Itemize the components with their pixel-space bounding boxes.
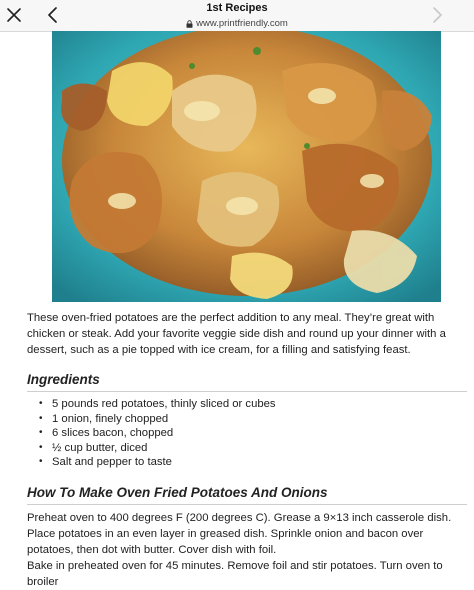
recipe-photo xyxy=(52,31,441,302)
lock-icon xyxy=(186,20,193,28)
direction-step: Bake in preheated oven for 45 minutes. Remove foil and stir potatoes. Turn oven to broiler xyxy=(27,560,443,588)
article-intro xyxy=(27,310,467,358)
list-item: • Salt and pepper to taste xyxy=(52,455,474,470)
directions xyxy=(27,510,467,590)
chevron-right-icon[interactable] xyxy=(430,6,444,24)
url-text: www.printfriendly.com xyxy=(196,18,288,29)
intro-paragraph: These oven-fried potatoes are the perfect addition to any meal. They’re great with chicken or steak. Add your favorite veggie side dish and round up your dinner with a dessert, such as a pie topped with ice cream, for a filling and satisfying feast. xyxy=(27,312,446,356)
direction-step: Preheat oven to 400 degrees F (200 degrees C). Grease a 9×13 inch casserole dish. xyxy=(27,512,452,524)
page-title-area xyxy=(0,2,474,33)
ingredients-heading: Ingredients xyxy=(27,372,467,392)
list-item: • ½ cup butter, diced xyxy=(52,441,474,456)
browser-toolbar xyxy=(0,0,474,32)
url-display[interactable] xyxy=(186,18,288,30)
direction-step: Place potatoes in an even layer in greased dish. Sprinkle onion and bacon over potatoes, then dot with butter. Cover dish with foil. xyxy=(27,528,424,556)
directions-heading: How To Make Oven Fried Potatoes And Onions xyxy=(27,485,467,505)
page-title: 1st Recipes xyxy=(206,2,268,14)
list-item: • 1 onion, finely chopped xyxy=(52,412,474,427)
food-photo xyxy=(52,31,441,302)
list-item: • 5 pounds red potatoes, thinly sliced or cubes xyxy=(52,397,474,412)
ingredients-list xyxy=(27,397,474,470)
list-item: • 6 slices bacon, chopped xyxy=(52,426,474,441)
